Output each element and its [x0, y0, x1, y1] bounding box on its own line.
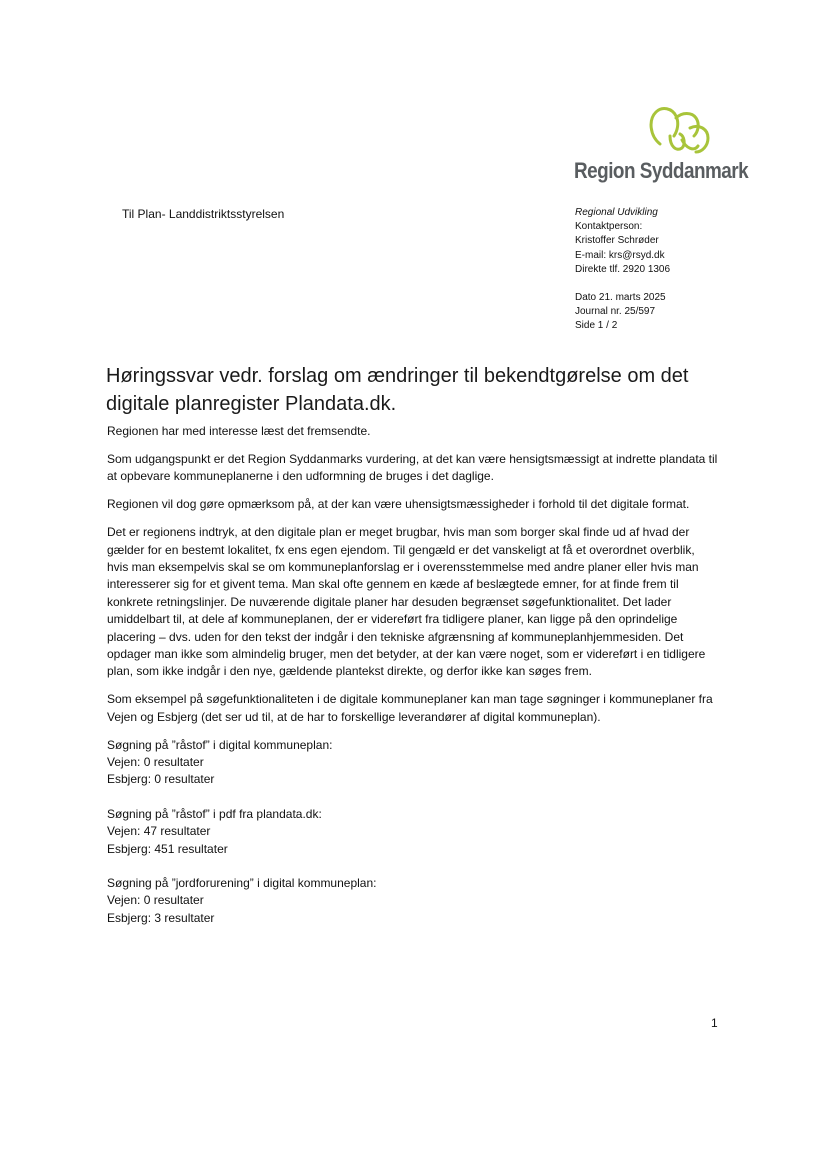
page-number: 1	[711, 1016, 718, 1030]
document-body	[107, 423, 719, 944]
search-heading: Søgning på ”råstof” i digital kommuneplan:	[107, 737, 333, 752]
search-result-block	[107, 875, 719, 927]
paragraph: Som udgangspunkt er det Region Syddanmarks vurdering, at det kan være hensigtsmæssigt at indrette plandata til at opbevare kommuneplanerne i den udformning de bruges i det daglige.	[107, 451, 718, 484]
search-result-block	[107, 737, 719, 789]
contact-name: Kristoffer Schrøder	[575, 235, 659, 247]
letter-date: Dato 21. marts 2025	[575, 292, 666, 304]
recipient-line: Til Plan- Landdistriktsstyrelsen	[122, 207, 285, 221]
search-result-vejen: Vejen: 0 resultater	[107, 893, 204, 908]
sender-info	[575, 206, 670, 334]
contact-label: Kontaktperson:	[575, 221, 643, 233]
search-result-vejen: Vejen: 47 resultater	[107, 824, 211, 839]
journal-number: Journal nr. 25/597	[575, 306, 656, 318]
search-result-esbjerg: Esbjerg: 3 resultater	[107, 910, 215, 925]
page-indicator: Side 1 / 2	[575, 320, 618, 332]
contact-email: E-mail: krs@rsyd.dk	[575, 249, 665, 261]
contact-phone: Direkte tlf. 2920 1306	[575, 263, 671, 275]
paragraph: Regionen har med interesse læst det fremsendte.	[107, 424, 371, 438]
region-logo-icon	[646, 106, 716, 156]
paragraph: Regionen vil dog gøre opmærksom på, at der kan være uhensigtsmæssigheder i forhold til det digitale format.	[107, 497, 690, 512]
search-result-esbjerg: Esbjerg: 451 resultater	[107, 841, 228, 856]
search-result-esbjerg: Esbjerg: 0 resultater	[107, 772, 215, 787]
sender-department: Regional Udvikling	[575, 207, 658, 218]
region-syddanmark-logo	[574, 106, 749, 186]
spacer	[575, 277, 670, 291]
region-logo-text: Region Syddanmark	[574, 158, 749, 183]
paragraph: Det er regionens indtryk, at den digitale plan er meget brugbar, hvis man som borger skal finde ud af hvad der gælder for en bestemt lokalitet, fx ens egen ejendom. Til gengæld er det vanskeligt at få et overordnet overblik, hvis man eksempelvis skal se om kommuneplanforslag er i overensstemmelse med andre planer eller hvis man interesserer sig for et givent tema. Man skal ofte gennem en kæde af beslægtede emner, for at finde frem til konkrete retningslinjer. De nuværende digitale planer har desuden begrænset søgefunktionalitet. Det lader umiddelbart til, at dele af kommuneplanen, der er videreført fra tidligere planer, kan ligge på den oprindelige placering – dvs. uden for den tekst der indgår i den tekniske afgrænsning af kommuneplanhjemmesiden. Det opdager man ikke som almindelig bruger, men det betyder, at der kan være noget, som er videreført i en tidligere plan, som ikke indgår i den nye, gældende plantekst direkte, og derfor ikke kan søges frem.	[107, 525, 706, 679]
search-result-vejen: Vejen: 0 resultater	[107, 755, 204, 769]
search-heading: Søgning på ”jordforurening” i digital kommuneplan:	[107, 876, 377, 891]
search-result-block	[107, 806, 719, 858]
search-heading: Søgning på ”råstof” i pdf fra plandata.dk:	[107, 806, 322, 821]
document-title: Høringssvar vedr. forslag om ændringer til bekendtgørelse om det digitale planregister Plandata.dk.	[106, 365, 689, 415]
paragraph: Som eksempel på søgefunktionaliteten i de digitale kommuneplaner kan man tage søgninger i kommuneplaner fra Vejen og Esbjerg (det ser ud til, at de har to forskellige leverandører af digital kommuneplan).	[107, 692, 713, 724]
